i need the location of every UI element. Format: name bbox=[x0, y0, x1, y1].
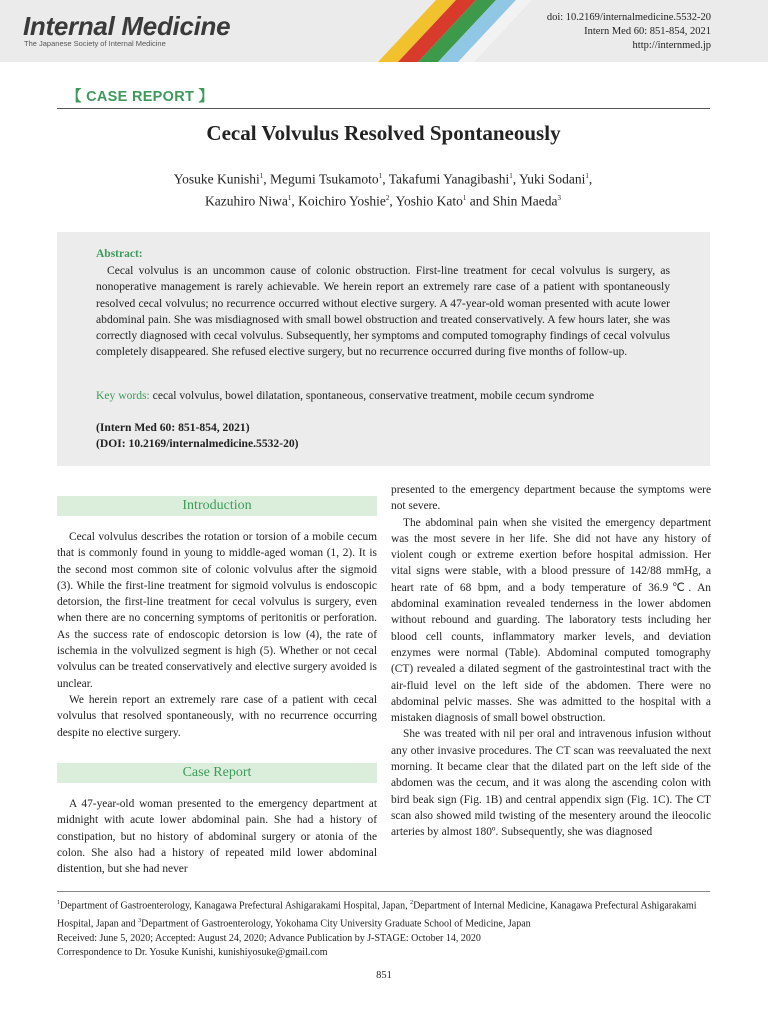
doi-text: doi: 10.2169/internalmedicine.5532-20 bbox=[546, 12, 711, 23]
paragraph: A 47-year-old woman presented to the emergency department at midnight with acute lower abdominal pain. She had a history of constipation, but no history of abdominal surgery or atonia of the colon. She also had a history of repeated mild lower abdominal distention, but she had never bbox=[57, 798, 377, 876]
divider bbox=[57, 108, 710, 109]
introduction-body bbox=[57, 529, 377, 741]
paragraph: presented to the emergency department because the symptoms were not severe. bbox=[391, 484, 711, 513]
author-name: Koichiro Yoshie bbox=[298, 193, 386, 208]
keywords-text: cecal volvulus, bowel dilatation, spontaneous, conservative treatment, mobile cecum syndrome bbox=[149, 389, 595, 402]
journal-subtitle: The Japanese Society of Internal Medicine bbox=[24, 39, 166, 48]
page-number: 851 bbox=[376, 970, 392, 981]
journal-header bbox=[0, 0, 768, 62]
author-list: Yosuke Kunishi$^1$, Megumi Tsukamoto$^1$, Takafumi Yanagibashi$^1$, Yuki Sodani$^1$, Kazuhiro Niwa$^1$, Koichiro Yoshie$^2$, Yoshio Kato$^1$ and Shin Maeda$^3$ bbox=[173, 171, 593, 208]
paragraph: The abdominal pain when she visited the emergency department was the most severe in her life. She did not have any history of violent cough or extreme exertion before hospital admission. Her vital signs were stable, with a blood pressure of 142/88 mmHg, a heart rate of 68 bpm, and a body temperature of 36.9℃. An abdominal examination revealed tenderness in the lower abdomen without rebound and guarding. The laboratory tests including her blood cell counts, inflammatory marker levels, and deviation enzymes were normal (Table). Abdominal computed tomography (CT) revealed a dilated segment of the gastrointestinal tract with the air-fluid level on the left side of the abdomen. There were no abdominal pelvic masses. She was admitted to the hospital with a mistaken diagnosis of small bowel obstruction. bbox=[391, 516, 711, 725]
author-name: Yoshio Kato bbox=[395, 193, 463, 208]
paragraph: She was treated with nil per oral and intravenous infusion without any other invasive procedures. The CT scan was reevaluated the next morning. It became clear that the dilated part on the left side of the abdomen was the cecum, and it was along the ascending colon with bird beak sign (Fig. 1B) and central appendix sign (Fig. 1C). The CT scan also showed mild twisting of the mesentery around the ileocolic arteries by almost 180º. Subsequently, she was diagnosed bbox=[391, 728, 711, 839]
author-affiliation-marker: 1 bbox=[462, 193, 467, 202]
section-heading-introduction: Introduction bbox=[57, 496, 377, 516]
article-title: Cecal Volvulus Resolved Spontaneously bbox=[206, 121, 561, 145]
journal-logo-stripes bbox=[378, 0, 538, 62]
author-affiliation-marker: 3 bbox=[557, 193, 562, 202]
doi-line: (DOI: 10.2169/internalmedicine.5532-20) bbox=[96, 437, 299, 450]
received-dates: Received: June 5, 2020; Accepted: August 24, 2020; Advance Publication by J-STAGE: October 14, 2020 bbox=[57, 932, 481, 944]
keywords bbox=[96, 389, 676, 402]
case-report-body-left bbox=[57, 796, 377, 877]
author-affiliation-marker: 1 bbox=[259, 172, 264, 180]
author-affiliation-marker: 2 bbox=[385, 193, 390, 202]
author-name: Yuki Sodani bbox=[519, 171, 586, 187]
citation-text: Intern Med 60: 851-854, 2021 bbox=[584, 26, 711, 37]
affiliation-2: Department of Internal Medicine, Kanagawa Prefectural Ashigarakami Hospital, Japan and bbox=[57, 900, 697, 930]
author-name: Takafumi Yanagibashi bbox=[388, 171, 510, 187]
case-report-body-right bbox=[391, 482, 711, 841]
affiliations bbox=[57, 896, 717, 932]
author-affiliation-marker: 1 bbox=[585, 172, 589, 180]
doi-block bbox=[547, 11, 711, 53]
affiliation-3: Department of Gastroenterology, Yokohama City University Graduate School of Medicine, Japan bbox=[141, 918, 531, 930]
article-type-label: 【 CASE REPORT 】 bbox=[67, 89, 214, 105]
journal-url[interactable]: http://internmed.jp bbox=[632, 40, 711, 51]
keywords-label: Key words: bbox=[96, 389, 150, 402]
author-name: Megumi Tsukamoto bbox=[270, 171, 379, 187]
footnote-divider bbox=[57, 891, 710, 892]
section-heading-case-report: Case Report bbox=[57, 763, 377, 783]
author-affiliation-marker: 1 bbox=[287, 193, 292, 202]
aff-marker: 1 bbox=[57, 900, 60, 906]
paragraph: Cecal volvulus describes the rotation or torsion of a mobile cecum that is commonly found in young to middle-aged woman (1, 2). It is the second most common site of colonic volvulus after the sigmoid (3). While the first-line treatment for sigmoid volvulus is endoscopic detorsion, the first-line treatment for cecal volvulus is surgery, even when there are no concerning symptoms of peritonitis or perforation. As the success rate of endoscopic detorsion is low (4), the rate of ischemia in the volvulized segment is high (5). Whether or not cecal volvulus can be treated conservatively and elective surgery avoided is unclear. bbox=[57, 531, 377, 690]
citation-line: (Intern Med 60: 851-854, 2021) bbox=[96, 421, 250, 434]
author-affiliation-marker: 1 bbox=[378, 172, 383, 180]
author-name: Kazuhiro Niwa bbox=[204, 193, 288, 208]
abstract-citation bbox=[96, 420, 299, 452]
paragraph: We herein report an extremely rare case of a patient with cecal volvulus that resolved spontaneously, with no recurrence occurring despite no elective surgery. bbox=[57, 693, 377, 739]
author-affiliation-marker: 1 bbox=[509, 172, 513, 180]
abstract-heading: Abstract: bbox=[96, 248, 143, 260]
aff-marker: 3 bbox=[138, 917, 142, 924]
aff-marker: 2 bbox=[410, 900, 414, 906]
footnotes bbox=[57, 896, 717, 961]
author-name: Shin Maeda bbox=[492, 193, 558, 208]
affiliation-1: Department of Gastroenterology, Kanagawa Prefectural Ashigarakami Hospital, Japan, bbox=[60, 900, 411, 912]
journal-title: Internal Medicine bbox=[23, 11, 231, 41]
abstract-text: Cecal volvulus is an uncommon cause of colonic obstruction. First-line treatment for cecal volvulus is surgery, as nonoperative management is rarely achievable. We herein report an extremely rare case of a patient with spontaneously resolved cecal volvulus; no recurrence occurred without elective surgery. A 47-year-old woman presented with acute lower abdominal pain. She was misdiagnosed with small bowel obstruction and treated conservatively. A few hours later, she was correctly diagnosed with cecal volvulus. Subsequently, her symptoms and computed tomography findings of cecal volvulus completely disappeared. She refused elective surgery, but no recurrence occurred during five months of follow-up. bbox=[96, 264, 670, 359]
correspondence: Correspondence to Dr. Yosuke Kunishi, kunishiyosuke@gmail.com bbox=[57, 947, 328, 959]
author-name: Yosuke Kunishi bbox=[173, 171, 260, 187]
